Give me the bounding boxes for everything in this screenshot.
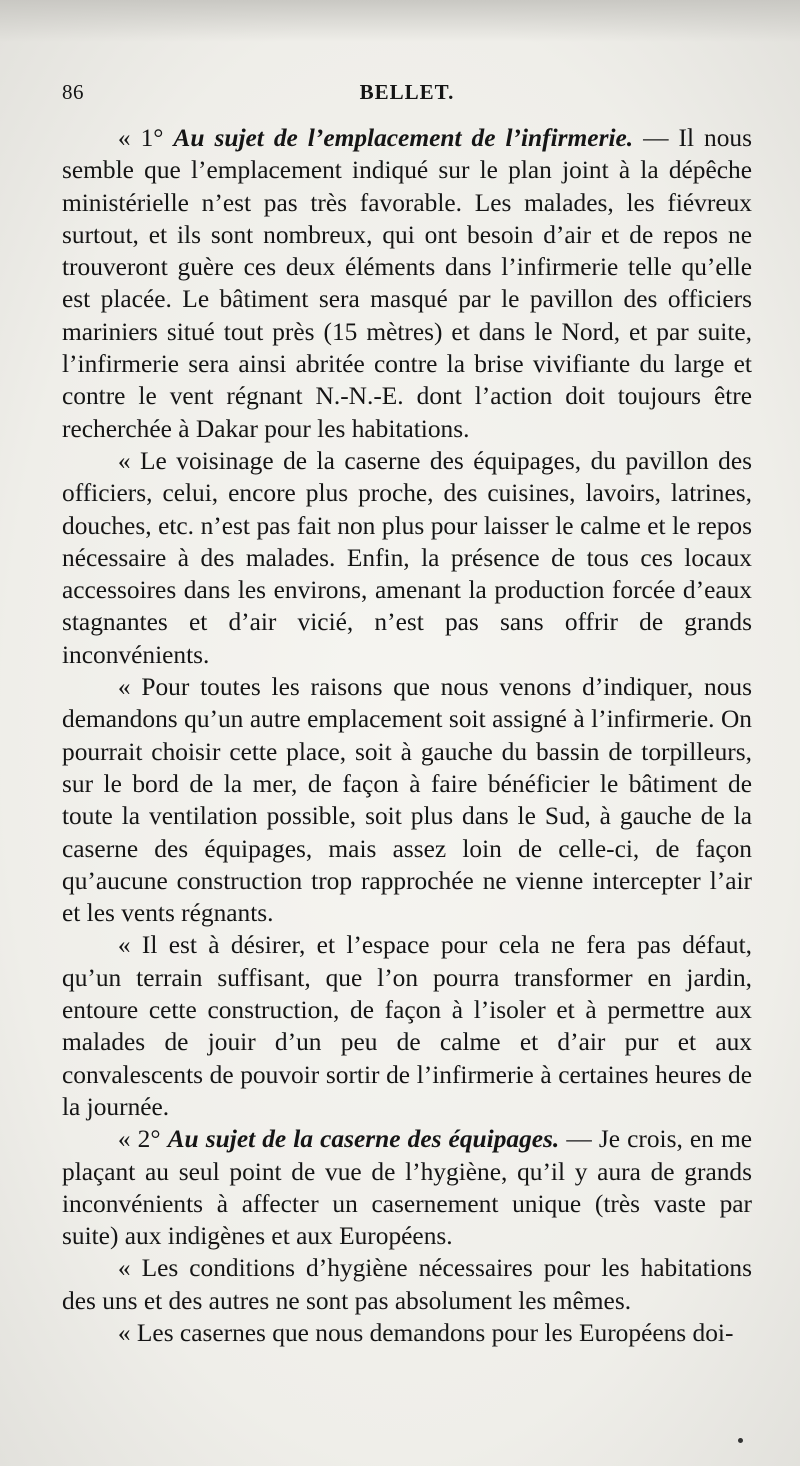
running-title: BELLET. bbox=[359, 80, 455, 104]
page-edge-shadow bbox=[0, 0, 800, 42]
paragraph-infirmerie bbox=[62, 122, 752, 445]
paragraph-casernes bbox=[62, 1317, 752, 1349]
paragraph-conditions bbox=[62, 1252, 752, 1317]
section-number: « 2° bbox=[117, 1125, 168, 1154]
body-text bbox=[62, 122, 752, 1349]
paragraph-text: « Il est à désirer, et l’espace pour cela ne fera pas défaut, qu’un terrain suffisant, que l’on pourra transformer en jardin, entoure cette construction, de façon à l’isoler et à permettre aux malades de jouir d’un peu de calme et d’air pur et aux convalescents de pouvoir sortir de l’infirmerie à certaines heures de la journée. bbox=[62, 931, 752, 1121]
paragraph-text: — Je crois, en me plaçant au seul point de vue de l’hygiène, qu’il y aura de grands inconvénients à affecter un casernement unique (très vaste par suite) aux indigènes et aux Européens. bbox=[62, 1125, 752, 1251]
paragraph-raisons bbox=[62, 671, 752, 929]
paragraph-text: « Pour toutes les raisons que nous venons d’indiquer, nous demandons qu’un autre emplacement soit assigné à l’infirmerie. On pourrait choisir cette place, soit à gauche du bassin de torpilleurs, sur le bord de la mer, de façon à faire bénéficier le bâtiment de toute la ventilation possible, soit plus dans le Sud, à gauche de la caserne des équipages, mais assez loin de celle-ci, de façon qu’aucune construction trop rapprochée ne vienne intercepter l’air et les vents régnants. bbox=[62, 673, 752, 928]
paragraph-text: — Il nous semble que l’emplacement indiqué sur le plan joint à la dépêche ministérielle n’est pas très favorable. Les malades, les fiévreux surtout, et ils sont nombreux, qui ont besoin d’air et de repos ne trouveront guère ces deux éléments dans l’infirmerie telle qu’elle est placée. Le bâtiment sera masqué par le pavillon des officiers mariniers situé tout près (15 mètres) et dans le Nord, et par suite, l’infirmerie sera ainsi abritée contre la brise vivifiante du large et contre le vent régnant N.-N.-E. dont l’action doit toujours être recherchée à Dakar pour les habitations. bbox=[62, 124, 752, 443]
paragraph-text: « Le voisinage de la caserne des équipages, du pavillon des officiers, celui, encore plus proche, des cuisines, lavoirs, latrines, douches, etc. n’est pas fait non plus pour laisser le calme et le repos nécessaire à des malades. Enfin, la présence de tous ces locaux accessoires dans les environs, amenant la production forcée d’eaux stagnantes et d’air vicié, n’est pas sans offrir de grands inconvénients. bbox=[62, 446, 752, 669]
section-heading: Au sujet de l’emplacement de l’infirmerie. bbox=[173, 124, 634, 152]
page-number: 86 bbox=[62, 80, 84, 104]
paragraph-terrain bbox=[62, 929, 752, 1123]
ink-speck bbox=[738, 1438, 743, 1443]
section-heading: Au sujet de la caserne des équipages. bbox=[167, 1125, 560, 1154]
paragraph-text: « Les casernes que nous demandons pour les Européens doi- bbox=[117, 1318, 734, 1347]
page-header bbox=[62, 80, 752, 116]
paragraph-voisinage bbox=[62, 445, 752, 671]
paragraph-caserne bbox=[62, 1123, 752, 1252]
section-number: « 1° bbox=[117, 124, 174, 152]
paragraph-text: « Les conditions d’hygiène nécessaires pour les habitations des uns et des autres ne sont pas absolument les mêmes. bbox=[62, 1254, 752, 1315]
